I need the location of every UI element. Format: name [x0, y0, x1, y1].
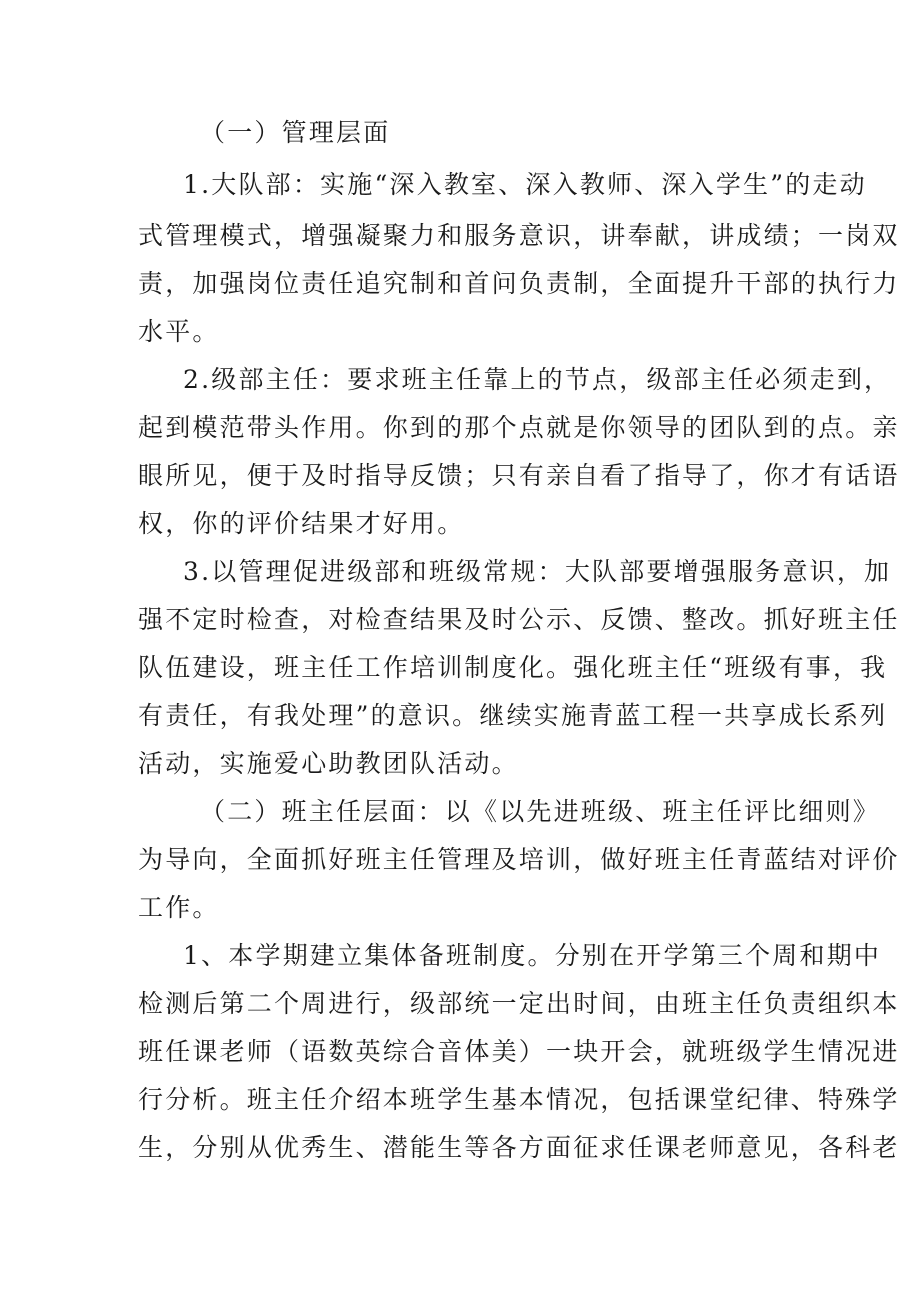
paragraph-line: 眼所见，便于及时指导反馈；只有亲自看了指导了，你才有话语 [138, 461, 900, 490]
paragraph-line: 1、本学期建立集体备班制度。分别在开学第三个周和期中 [183, 941, 882, 970]
paragraph-line: 生，分别从优秀生、潜能生等各方面征求任课老师意见，各科老 [138, 1133, 900, 1162]
paragraph-line: 行分析。班主任介绍本班学生基本情况，包括课堂纪律、特殊学 [138, 1085, 900, 1114]
paragraph-line: 3.以管理促进级部和班级常规：大队部要增强服务意识，加 [183, 557, 892, 586]
paragraph-line: 队伍建设，班主任工作培训制度化。强化班主任“班级有事，我 [138, 653, 888, 682]
paragraph-line: 权，你的评价结果才好用。 [138, 509, 465, 538]
section-heading-management: （一）管理层面 [200, 118, 391, 147]
paragraph-line: 工作。 [138, 893, 220, 922]
paragraph-line: 1.大队部：实施“深入教室、深入教师、深入学生”的走动 [183, 170, 867, 199]
paragraph-line: 强不定时检查，对检查结果及时公示、反馈、整改。抓好班主任 [138, 605, 900, 634]
section-heading-head-teacher: （二）班主任层面：以《以先进班级、班主任评比细则》 [200, 797, 881, 826]
paragraph-line: 式管理模式，增强凝聚力和服务意识，讲奉献，讲成绩；一岗双 [138, 221, 900, 250]
paragraph-line: 责，加强岗位责任追究制和首问负责制，全面提升干部的执行力 [138, 269, 900, 298]
paragraph-line: 2.级部主任：要求班主任靠上的节点，级部主任必须走到， [183, 365, 892, 394]
paragraph-line: 水平。 [138, 317, 220, 346]
paragraph-line: 活动，实施爱心助教团队活动。 [138, 749, 519, 778]
paragraph-line: 班任课老师（语数英综合音体美）一块开会，就班级学生情况进 [138, 1037, 900, 1066]
paragraph-line: 为导向，全面抓好班主任管理及培训，做好班主任青蓝结对评价 [138, 845, 900, 874]
paragraph-line: 有责任，有我处理”的意识。继续实施青蓝工程一共享成长系列 [138, 701, 888, 730]
paragraph-line: 起到模范带头作用。你到的那个点就是你领导的团队到的点。亲 [138, 413, 900, 442]
paragraph-line: 检测后第二个周进行，级部统一定出时间，由班主任负责组织本 [138, 989, 900, 1018]
